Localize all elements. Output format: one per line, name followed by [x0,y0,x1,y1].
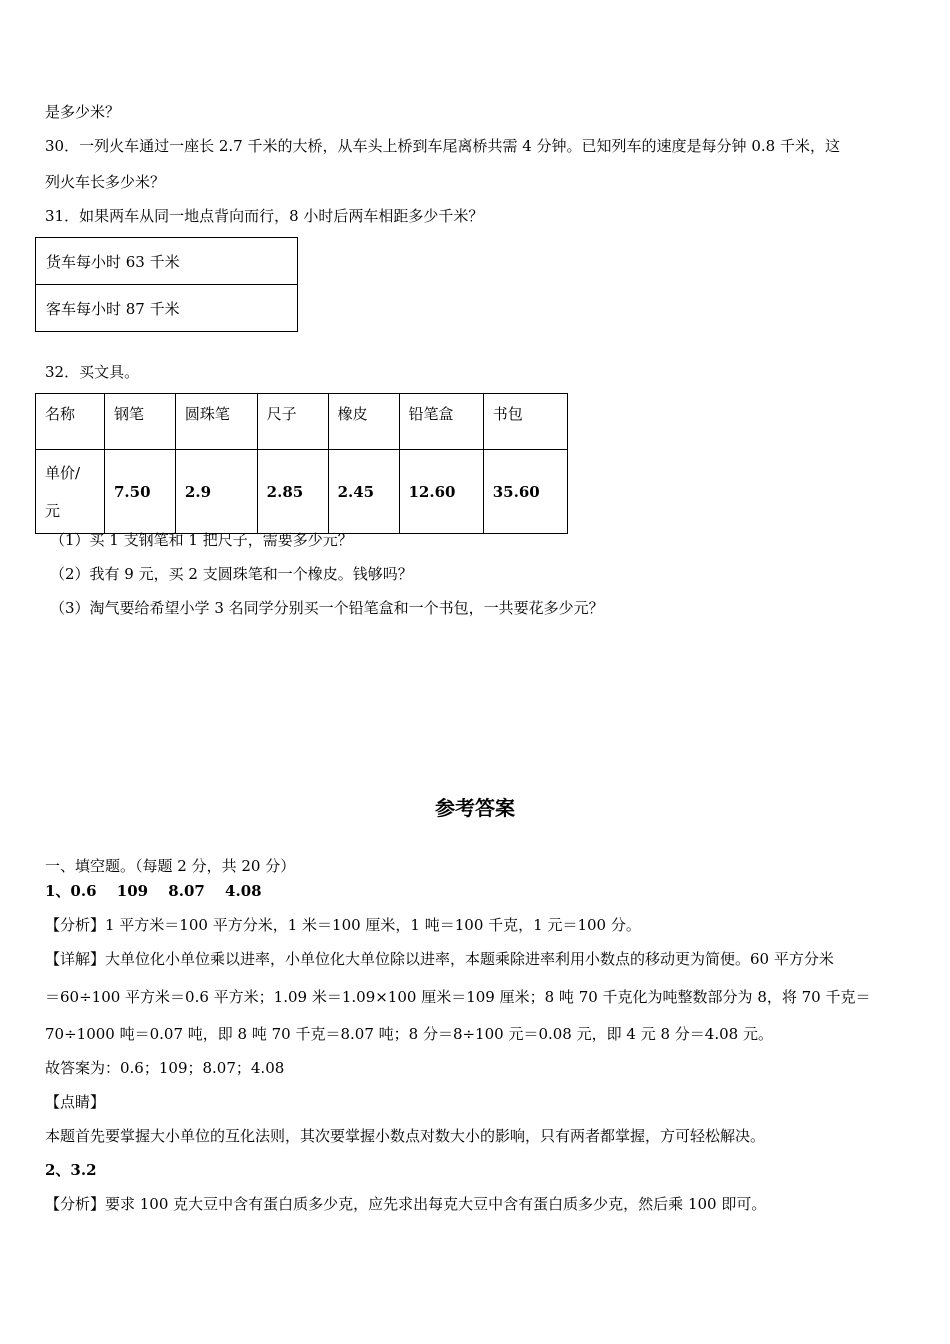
row-label-cell: 单价/元 [36,450,105,534]
q29-tail: 是多少米？ [45,103,121,121]
answer-2: 2、3.2 [45,1161,97,1179]
q32-sub2: （2）我有 9 元，买 2 支圆珠笔和一个橡皮。钱够吗？ [50,565,413,583]
section-heading: 一、填空题。（每题 2 分，共 20 分） [45,857,296,875]
price-cell: 2.45 [328,450,399,534]
q31-text: 31．如果两车从同一地点背向而行，8 小时后两车相距多少千米？ [45,207,484,225]
price-cell: 2.85 [257,450,328,534]
answer-1-comment: 本题首先要掌握大小单位的互化法则，其次要掌握小数点对数大小的影响，只有两者都掌握，方可轻松解决。 [45,1127,766,1145]
answer-1: 1、0.6 109 8.07 4.08 [45,882,262,900]
q30-line1: 30．一列火车通过一座长 2.7 千米的大桥，从车头上桥到车尾离桥共需 4 分钟。已知列车的速度是每分钟 0.8 千米，这 [45,137,840,155]
q31-table [35,237,298,332]
answer-1-comment-label: 【点睛】 [45,1093,106,1111]
truck-speed-cell: 货车每小时 63 千米 [36,238,298,285]
price-cell: 2.9 [175,450,257,534]
answer-1-detail-line2: ＝60÷100 平方米＝0.6 平方米；1.09 米＝1.09×100 厘米＝109 厘米；8 吨 70 千克化为吨整数部分为 8，将 70 千克＝ [45,988,871,1006]
q32-text: 32．买文具。 [45,363,140,381]
table-row [36,450,568,534]
q32-price-table [35,393,568,534]
table-header-row [36,394,568,450]
answers-title: 参考答案 [435,796,515,820]
header-cell: 铅笔盒 [399,394,483,450]
answer-2-analysis: 【分析】要求 100 克大豆中含有蛋白质多少克，应先求出每克大豆中含有蛋白质多少克，然后乘 100 即可。 [45,1195,767,1213]
q30-line2: 列火车长多少米？ [45,173,166,191]
answer-1-final: 故答案为：0.6；109；8.07；4.08 [45,1059,285,1077]
price-cell: 12.60 [399,450,483,534]
answer-1-detail-line3: 70÷1000 吨＝0.07 吨，即 8 吨 70 千克＝8.07 吨；8 分＝8÷100 元＝0.08 元，即 4 元 8 分＝4.08 元。 [45,1025,773,1043]
header-cell: 圆珠笔 [175,394,257,450]
header-cell: 橡皮 [328,394,399,450]
header-cell: 尺子 [257,394,328,450]
answer-1-analysis: 【分析】1 平方米＝100 平方分米，1 米＝100 厘米，1 吨＝100 千克，1 元＝100 分。 [45,916,641,934]
q32-sub3: （3）淘气要给希望小学 3 名同学分别买一个铅笔盒和一个书包，一共要花多少元？ [50,599,604,617]
header-cell: 名称 [36,394,105,450]
price-cell: 7.50 [105,450,176,534]
answer-1-detail-line1: 【详解】大单位化小单位乘以进率，小单位化大单位除以进率，本题乘除进率利用小数点的移动更为简便。60 平方分米 [45,950,834,968]
header-cell: 书包 [483,394,567,450]
bus-speed-cell: 客车每小时 87 千米 [36,285,298,332]
header-cell: 钢笔 [105,394,176,450]
table-row [36,285,298,332]
q32-sub1: （1）买 1 支钢笔和 1 把尺子，需要多少元？ [50,531,353,549]
table-row [36,238,298,285]
price-cell: 35.60 [483,450,567,534]
